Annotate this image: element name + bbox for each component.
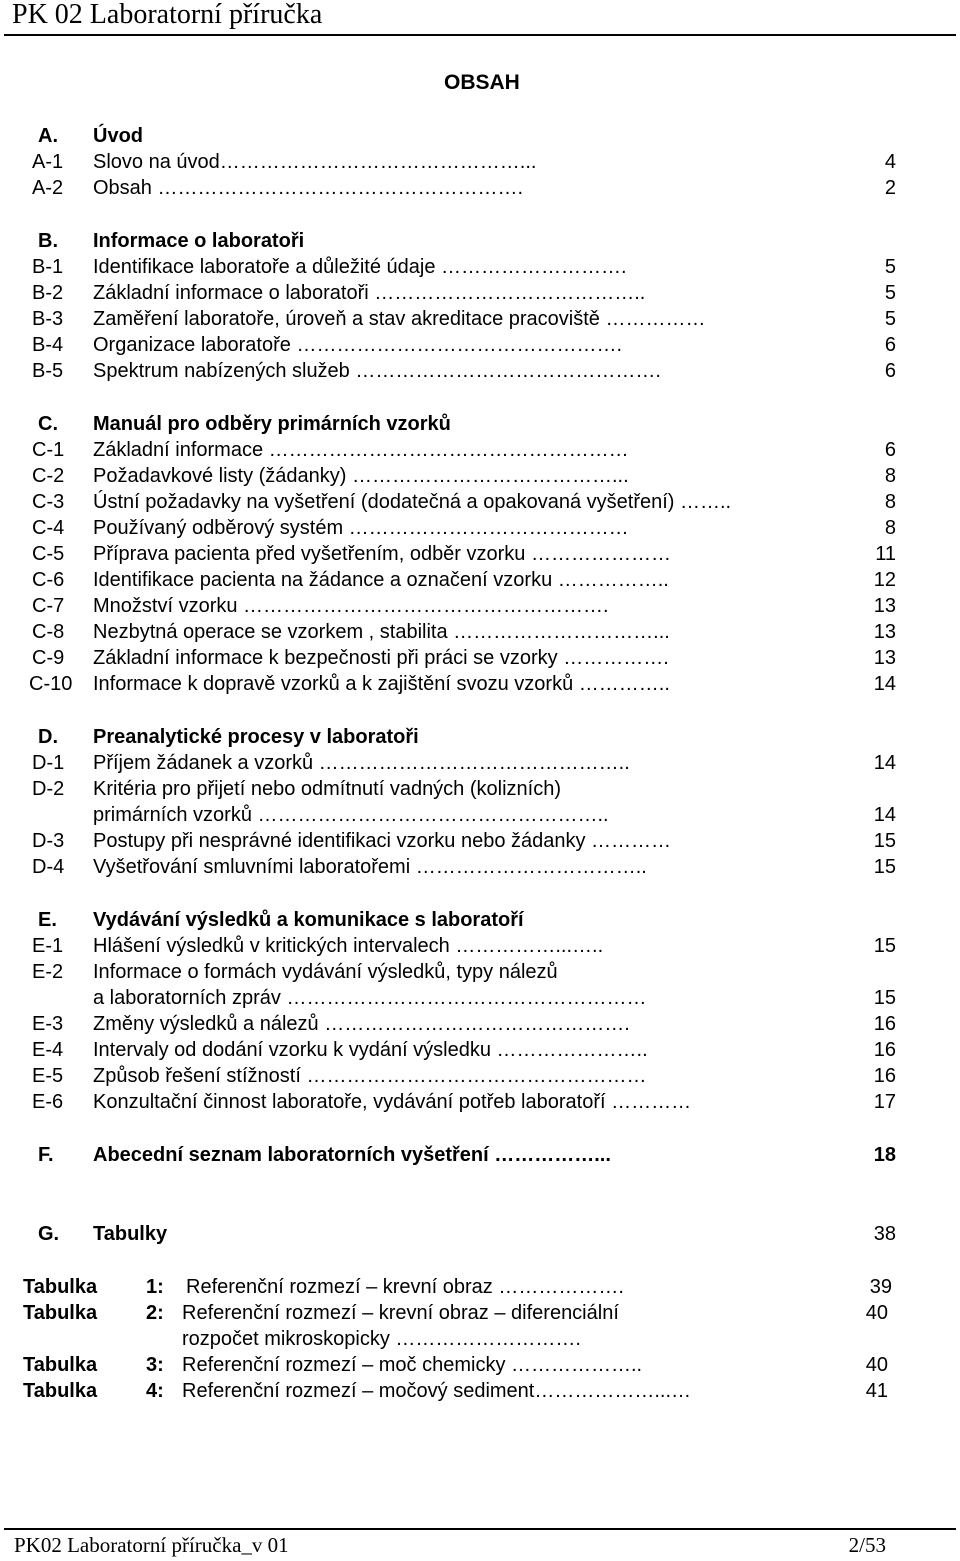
table-label: Tabulka [23,1380,98,1402]
section-title: Abecední seznam laboratorních vyšetření ……………... [93,1144,611,1166]
toc-item-a-1[interactable] [0,149,960,175]
page-header [4,0,956,36]
section-code: F. [38,1144,54,1166]
toc-item-d-1[interactable] [0,750,960,776]
item-page: 2 [884,177,896,199]
toc-section-e[interactable] [0,907,960,933]
item-code: D-1 [32,752,65,774]
section-title: Informace o laboratoři [93,230,305,252]
table-title: Referenční rozmezí – krevní obraz ………………. [186,1276,624,1298]
item-code: E-2 [32,961,64,983]
table-page: 39 [869,1276,892,1298]
toc-item-d-3[interactable] [0,828,960,854]
item-title: Konzultační činnost laboratoře, vydávání potřeb laboratoří ………… [93,1091,692,1113]
item-page: 4 [884,151,896,173]
section-title: Tabulky [93,1223,168,1245]
section-code: E. [38,909,57,931]
item-title: Změny výsledků a nálezů ………………………………………. [93,1013,630,1035]
item-code: C-9 [32,647,65,669]
toc-section-c[interactable] [0,411,960,437]
item-page: 12 [873,569,896,591]
item-title: Příprava pacienta před vyšetřením, odběr vzorku ………………… [93,543,671,565]
item-title: Intervaly od dodání vzorku k vydání výsledku ………………….. [93,1039,648,1061]
item-title-cont: a laboratorních zpráv ……………………………………………… [93,987,647,1009]
toc-section-f[interactable] [0,1142,960,1168]
page-footer [4,1528,956,1561]
toc-item-e-2[interactable] [0,959,960,985]
item-code: A-2 [32,177,64,199]
toc-item-c-5[interactable] [0,541,960,567]
item-title: Obsah ………………………………………………. [93,177,524,199]
toc-item-e-3[interactable] [0,1011,960,1037]
toc-table-2[interactable] [0,1300,960,1326]
item-page: 8 [884,517,896,539]
item-title: Způsob řešení stížností …………………………………………… [93,1065,647,1087]
item-title: Spektrum nabízených služeb ………………………………………. [93,360,661,382]
section-title: Preanalytické procesy v laboratoři [93,726,419,748]
item-title: Příjem žádanek a vzorků ……………………………………….. [93,752,630,774]
toc-item-c-6[interactable] [0,567,960,593]
section-code: C. [38,413,58,435]
toc-item-c-7[interactable] [0,593,960,619]
toc-item-d-4[interactable] [0,854,960,880]
toc-item-c-10[interactable] [0,671,960,697]
item-page: 14 [873,673,896,695]
table-title: Referenční rozmezí – moč chemicky ……………….. [182,1354,643,1376]
item-page: 15 [873,856,896,878]
table-page: 40 [865,1354,888,1376]
item-code: C-4 [32,517,65,539]
table-title: Referenční rozmezí – močový sediment………………...… [182,1380,692,1402]
item-page: 14 [873,804,896,826]
table-label: Tabulka [23,1302,98,1324]
item-title: Slovo na úvod………………………………………... [93,151,537,173]
toc-item-e-5[interactable] [0,1063,960,1089]
footer-title: PK02 Laboratorní příručka_v 01 [14,1533,289,1557]
item-code: E-5 [32,1065,64,1087]
toc-section-d[interactable] [0,724,960,750]
toc-item-e-1[interactable] [0,933,960,959]
toc-item-b-1[interactable] [0,254,960,280]
section-code: B. [38,230,58,252]
section-title: Vydávání výsledků a komunikace s laboratoří [93,909,524,931]
table-label: Tabulka [23,1276,98,1298]
item-page: 16 [873,1013,896,1035]
item-page: 8 [884,465,896,487]
item-code: B-3 [32,308,64,330]
item-code: C-8 [32,621,65,643]
item-title: Informace o formách vydávání výsledků, typy nálezů [93,961,558,983]
item-code: C-7 [32,595,65,617]
footer-page-number: 2/53 [848,1533,886,1557]
section-code: A. [38,125,58,147]
toc-item-c-8[interactable] [0,619,960,645]
item-title: Kritéria pro přijetí nebo odmítnutí vadných (kolizních) [93,778,561,800]
item-page: 5 [884,308,896,330]
item-code: C-10 [29,673,73,695]
item-code: D-4 [32,856,65,878]
item-page: 13 [873,647,896,669]
toc-item-d-2-cont[interactable] [0,802,960,828]
table-title-cont: rozpočet mikroskopicky ………………………. [182,1328,581,1350]
toc-item-e-6[interactable] [0,1089,960,1115]
toc-table-4[interactable] [0,1378,960,1404]
table-page: 40 [865,1302,888,1324]
item-code: C-3 [32,491,65,513]
item-code: C-5 [32,543,65,565]
toc-item-c-2[interactable] [0,463,960,489]
table-number: 2: [146,1302,164,1324]
item-page: 15 [873,987,896,1009]
item-code: B-2 [32,282,64,304]
item-code: A-1 [32,151,64,173]
item-page: 17 [873,1091,896,1113]
item-code: C-2 [32,465,65,487]
section-page: 38 [873,1223,896,1245]
item-title: Nezbytná operace se vzorkem , stabilita …………………………... [93,621,670,643]
item-page: 13 [873,595,896,617]
table-number: 4: [146,1380,164,1402]
section-title: Manuál pro odběry primárních vzorků [93,413,451,435]
toc-section-g[interactable] [0,1221,960,1247]
toc-item-b-3[interactable] [0,306,960,332]
table-number: 1: [146,1276,164,1298]
item-title: Základní informace k bezpečnosti při práci se vzorky ……………. [93,647,669,669]
item-page: 11 [875,543,896,565]
toc-section-b[interactable] [0,228,960,254]
item-code: B-5 [32,360,64,382]
item-page: 5 [884,256,896,278]
toc-item-e-4[interactable] [0,1037,960,1063]
section-page: 18 [873,1144,896,1166]
toc-item-c-4[interactable] [0,515,960,541]
section-code: G. [38,1223,60,1245]
item-code: E-4 [32,1039,64,1061]
table-number: 3: [146,1354,164,1376]
item-title: Organizace laboratoře …………………………………………. [93,334,623,356]
table-label: Tabulka [23,1354,98,1376]
toc-item-c-3[interactable] [0,489,960,515]
item-page: 8 [884,491,896,513]
item-code: E-1 [32,935,64,957]
item-code: E-6 [32,1091,64,1113]
toc-item-b-4[interactable] [0,332,960,358]
item-code: C-1 [32,439,65,461]
item-title: Základní informace o laboratoři ………………………………….. [93,282,646,304]
toc-item-a-2[interactable] [0,175,960,201]
item-page: 15 [873,830,896,852]
item-page: 16 [873,1039,896,1061]
item-code: C-6 [32,569,65,591]
item-title: Identifikace laboratoře a důležité údaje ………………………. [93,256,627,278]
toc-heading: OBSAH [444,71,520,94]
item-code: B-1 [32,256,64,278]
item-code: D-3 [32,830,65,852]
item-code: E-3 [32,1013,64,1035]
item-title: Hlášení výsledků v kritických intervalech ……………...….. [93,935,604,957]
item-title-cont: primárních vzorků …………………………………………….. [93,804,609,826]
section-code: D. [38,726,58,748]
item-title: Množství vzorku ………………………………………………. [93,595,609,617]
item-page: 16 [873,1065,896,1087]
item-title: Ústní požadavky na vyšetření (dodatečná a opakovaná vyšetření) …….. [93,491,732,513]
item-title: Vyšetřování smluvními laboratořemi …………………………….. [93,856,647,878]
item-page: 6 [884,334,896,356]
item-title: Používaný odběrový systém …………………………………… [93,517,629,539]
toc-item-e-2-cont[interactable] [0,985,960,1011]
toc-item-d-2[interactable] [0,776,960,802]
toc-item-c-9[interactable] [0,645,960,671]
toc-item-b-5[interactable] [0,358,960,384]
toc-table-1[interactable] [0,1274,960,1300]
toc-table-2-cont[interactable] [0,1326,960,1352]
table-title: Referenční rozmezí – krevní obraz – diferenciální [182,1302,619,1324]
item-title: Identifikace pacienta na žádance a označení vzorku …………….. [93,569,669,591]
item-page: 6 [884,439,896,461]
item-code: B-4 [32,334,64,356]
toc-section-a[interactable] [0,123,960,149]
item-title: Zaměření laboratoře, úroveň a stav akreditace pracoviště …………… [93,308,706,330]
item-page: 13 [873,621,896,643]
toc-item-b-2[interactable] [0,280,960,306]
toc-item-c-1[interactable] [0,437,960,463]
item-page: 5 [884,282,896,304]
toc-table-3[interactable] [0,1352,960,1378]
item-title: Postupy při nesprávné identifikaci vzorku nebo žádanky ………… [93,830,672,852]
item-title: Požadavkové listy (žádanky) …………………………………... [93,465,629,487]
item-page: 6 [884,360,896,382]
table-page: 41 [865,1380,888,1402]
item-title: Informace k dopravě vzorků a k zajištění svozu vzorků ………….. [93,673,670,695]
item-page: 14 [873,752,896,774]
header-title: PK 02 Laboratorní příručka [12,0,323,30]
section-title: Úvod [93,125,143,147]
item-code: D-2 [32,778,65,800]
item-page: 15 [873,935,896,957]
item-title: Základní informace ……………………………………………… [93,439,629,461]
